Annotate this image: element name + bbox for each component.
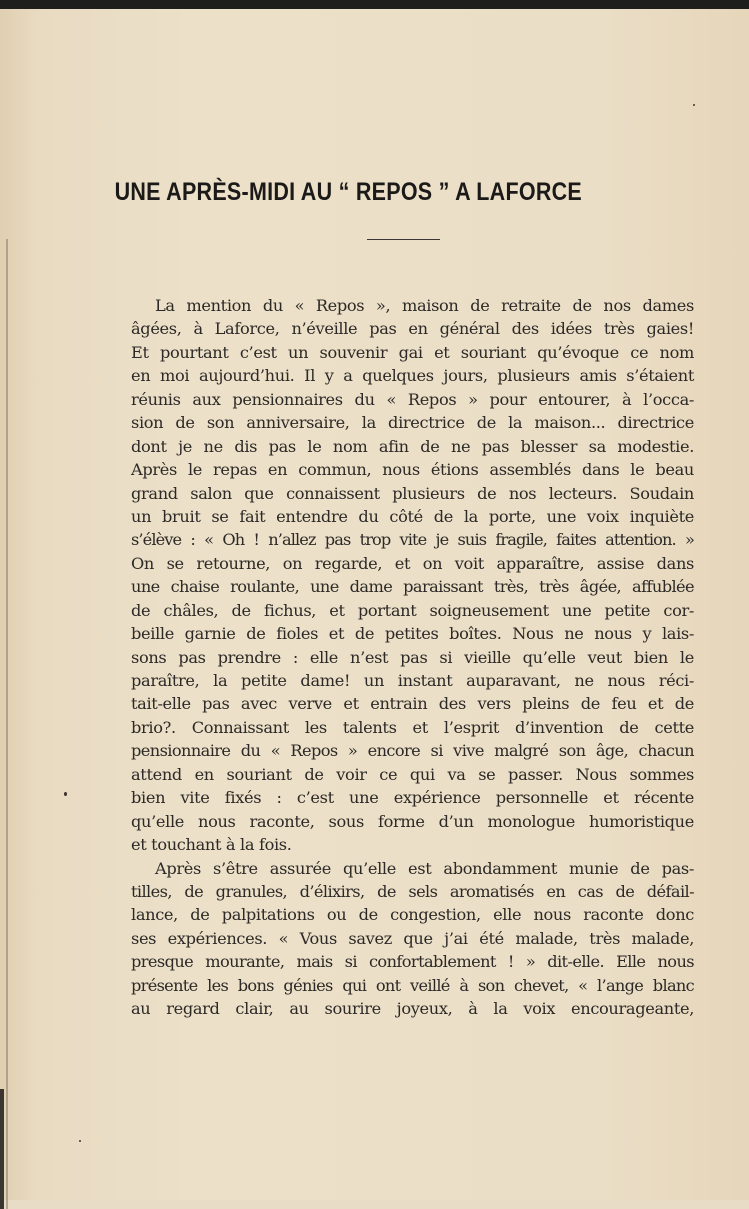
text-line: La mention du « Repos », maison de retraite de nos dames bbox=[155, 296, 694, 315]
article-title: UNE APRÈS-MIDI AU “ REPOS ” A LAFORCE bbox=[114, 178, 583, 206]
scan-top-edge bbox=[0, 0, 749, 9]
text-line: de châles, de fichus, et portant soigneusement une petite cor- bbox=[131, 600, 694, 620]
text-line: dont je ne dis pas le nom afin de ne pas blesser sa modestie. bbox=[131, 436, 694, 456]
text-line: s’élève : « Oh ! n’allez pas trop vite je suis fragile, faites attention. » bbox=[131, 530, 694, 550]
text-line: beille garnie de fioles et de petites boîtes. Nous ne nous y lais- bbox=[131, 624, 694, 644]
text-line: bien vite fixés : c’est une expérience personnelle et récente bbox=[131, 788, 694, 808]
text-line: lance, de palpitations ou de congestion, elle nous raconte donc bbox=[131, 905, 694, 925]
text-line: et touchant à la fois. bbox=[131, 835, 292, 855]
page-binding-edge bbox=[0, 1089, 4, 1209]
text-line: brio?. Connaissant les talents et l’esprit d’invention de cette bbox=[131, 717, 694, 737]
text-line: ses expériences. « Vous savez que j’ai été malade, très malade, bbox=[131, 928, 694, 948]
text-line: âgées, à Laforce, n’éveille pas en général des idées très gaies! bbox=[131, 319, 694, 339]
text-line: en moi aujourd’hui. Il y a quelques jours, plusieurs amis s’étaient bbox=[131, 366, 694, 386]
text-line: au regard clair, au sourire joyeux, à la voix encourageante, bbox=[131, 999, 694, 1019]
paper-speck bbox=[693, 104, 695, 106]
text-line: présente les bons génies qui ont veillé à son chevet, « l’ange blanc bbox=[131, 975, 694, 995]
text-line: une chaise roulante, une dame paraissant très, très âgée, affublée bbox=[131, 577, 694, 597]
title-divider bbox=[367, 239, 440, 240]
text-line: presque mourante, mais si confortablement ! » dit-elle. Elle nous bbox=[131, 952, 694, 972]
paper-speck bbox=[64, 792, 67, 796]
text-line: réunis aux pensionnaires du « Repos » pour entourer, à l’occa- bbox=[131, 389, 694, 409]
text-line: Après s’être assurée qu’elle est abondamment munie de pas- bbox=[155, 858, 694, 878]
paragraph-1 bbox=[131, 294, 694, 857]
paper-speck bbox=[79, 1140, 81, 1142]
paragraph-2 bbox=[131, 857, 694, 1021]
text-line: sion de son anniversaire, la directrice de la maison... directrice bbox=[131, 413, 694, 433]
text-line: On se retourne, on regarde, et on voit apparaître, assise dans bbox=[131, 553, 694, 573]
page-gutter-line bbox=[6, 239, 8, 1209]
text-line: attend en souriant de voir ce qui va se passer. Nous sommes bbox=[131, 764, 694, 784]
text-line: tilles, de granules, d’élixirs, de sels aromatisés en cas de défail- bbox=[131, 881, 694, 901]
text-line: sons pas prendre : elle n’est pas si vieille qu’elle veut bien le bbox=[131, 647, 694, 667]
text-line: paraître, la petite dame! un instant auparavant, ne nous réci- bbox=[131, 671, 694, 690]
text-line: qu’elle nous raconte, sous forme d’un monologue humoristique bbox=[131, 811, 694, 831]
text-line: Et pourtant c’est un souvenir gai et souriant qu’évoque ce nom bbox=[131, 342, 694, 362]
text-line: un bruit se fait entendre du côté de la porte, une voix inquiète bbox=[131, 506, 694, 526]
text-line: pensionnaire du « Repos » encore si vive malgré son âge, chacun bbox=[131, 741, 694, 761]
text-line: Après le repas en commun, nous étions assemblés dans le beau bbox=[131, 460, 694, 480]
text-line: grand salon que connaissent plusieurs de nos lecteurs. Soudain bbox=[131, 483, 694, 503]
text-line: tait-elle pas avec verve et entrain des vers pleins de feu et de bbox=[131, 694, 694, 714]
article-body bbox=[131, 294, 694, 1021]
